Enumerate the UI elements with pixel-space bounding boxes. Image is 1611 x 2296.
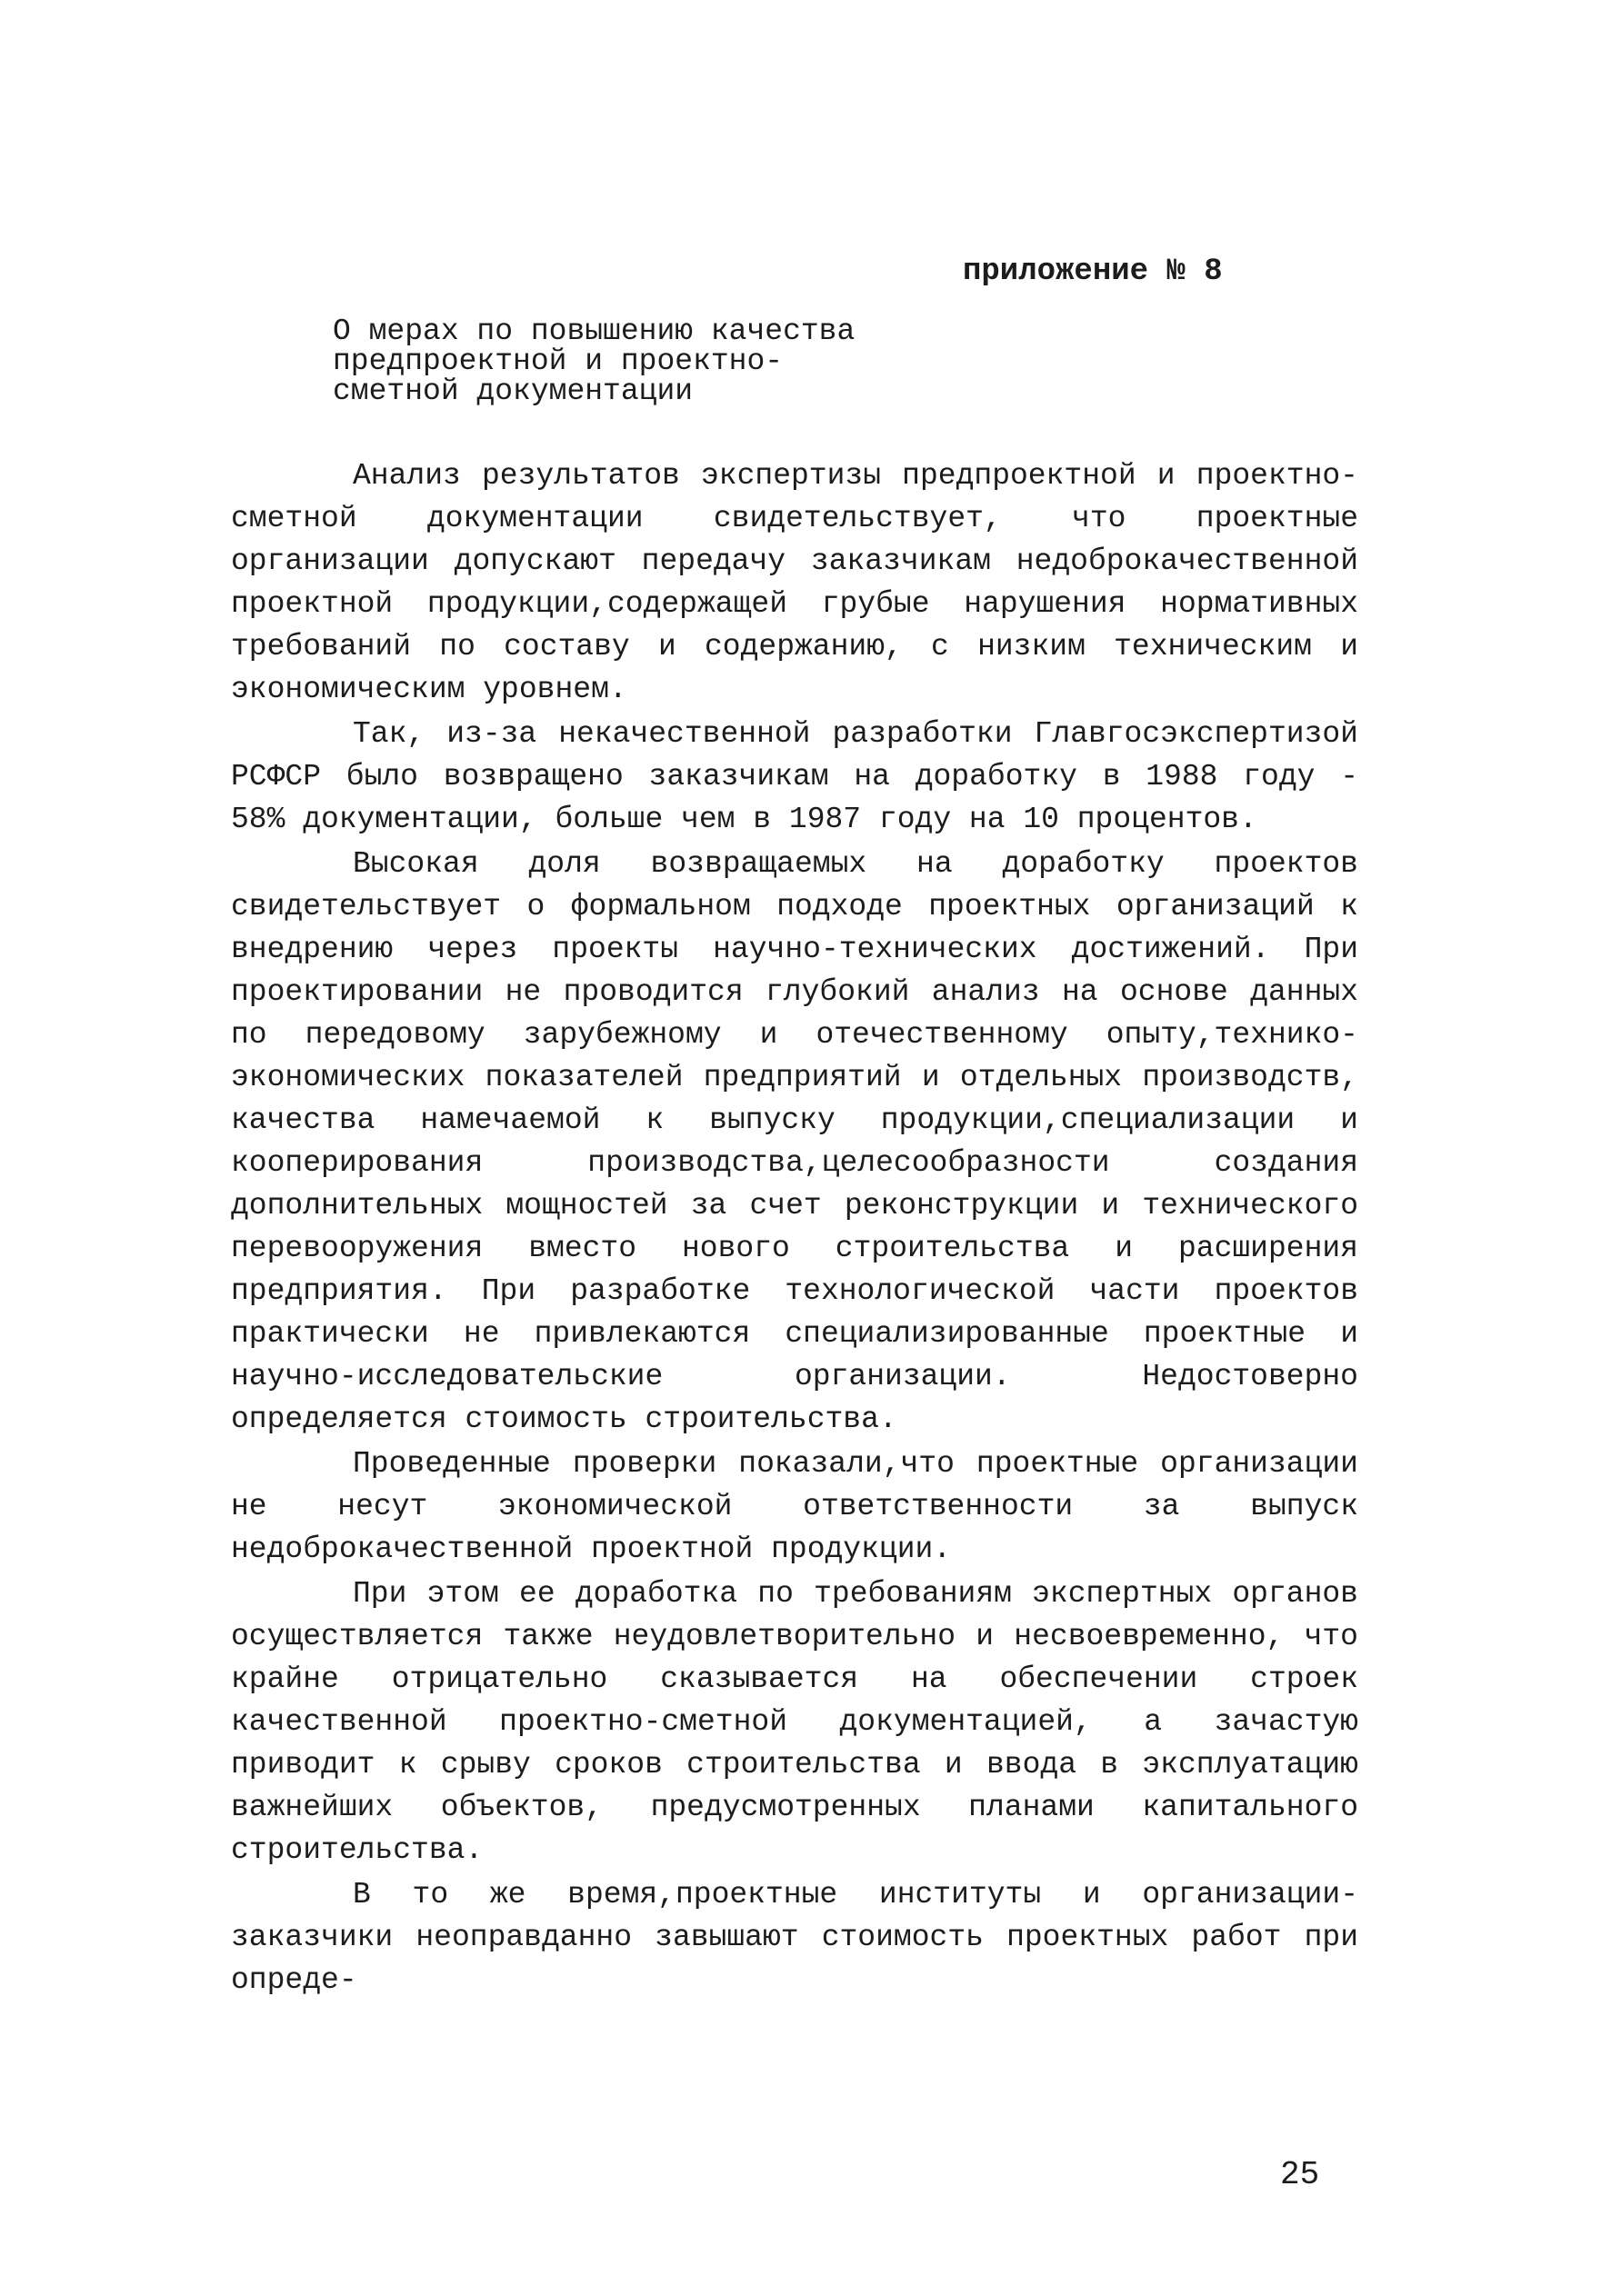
- subject-line: предпроектной и проектно-: [333, 344, 784, 378]
- paragraph-inspections: Проведенные проверки показали,что проектные организации не несут экономической ответственности за выпуск недоброкачественной проектной продукции.: [231, 1447, 1358, 1566]
- subject-line: О мерах по повышению качества: [333, 314, 856, 348]
- paragraph-revision: При этом ее доработка по требованиям экспертных органов осуществляется также неудовлетворительно и несвоевременно, что крайне отрицательно сказывается на обеспечении строек качественной проектно-сметной документацией, а зачастую приводит к срыву сроков строительства и ввода в эксплуатацию важнейших объектов, предусмотренных планами капитального строительства.: [231, 1577, 1358, 1867]
- paragraph-returned-docs: Так, из-за некачественной разработки Главгосэкспертизой РСФСР было возвращено заказчикам на доработку в 1988 году - 58% документации, больше чем в 1987 году на 10 процентов.: [231, 717, 1358, 836]
- body-text: [231, 454, 1358, 2003]
- paragraph-formal-approach: Высокая доля возвращаемых на доработку проектов свидетельствует о формальном подходе проектных организаций к внедрению через проекты научно-технических достижений. При проектировании не проводится глубокий анализ на основе данных по передовому зарубежному и отечественному опыту,технико-экономических показателей предприятий и отдельных производств, качества намечаемой к выпуску продукции,специализации и кооперирования производства,целесообразности создания дополнительных мощностей за счет реконструкции и технического перевооружения вместо нового строительства и расширения предприятия. При разработке технологической части проектов практически не привлекаются специализированные проектные и научно-исследовательские организации. Недостоверно определяется стоимость строительства.: [231, 847, 1358, 1436]
- appendix-label: приложение № 8: [963, 255, 1223, 289]
- paragraph-cost-inflation: В то же время,проектные институты и организации-заказчики неоправданно завышают стоимость проектных работ при опреде-: [231, 1878, 1358, 1997]
- subject-line: сметной документации: [333, 374, 694, 408]
- page-number: 25: [1280, 2156, 1320, 2193]
- subject-heading: [333, 316, 855, 406]
- paragraph-analysis: Анализ результатов экспертизы предпроектной и проектно-сметной документации свидетельствует, что проектные организации допускают передачу заказчикам недоброкачественной проектной продукции,содержащей грубые нарушения нормативных требований по составу и содержанию, с низким техническим и экономическим уровнем.: [231, 459, 1358, 706]
